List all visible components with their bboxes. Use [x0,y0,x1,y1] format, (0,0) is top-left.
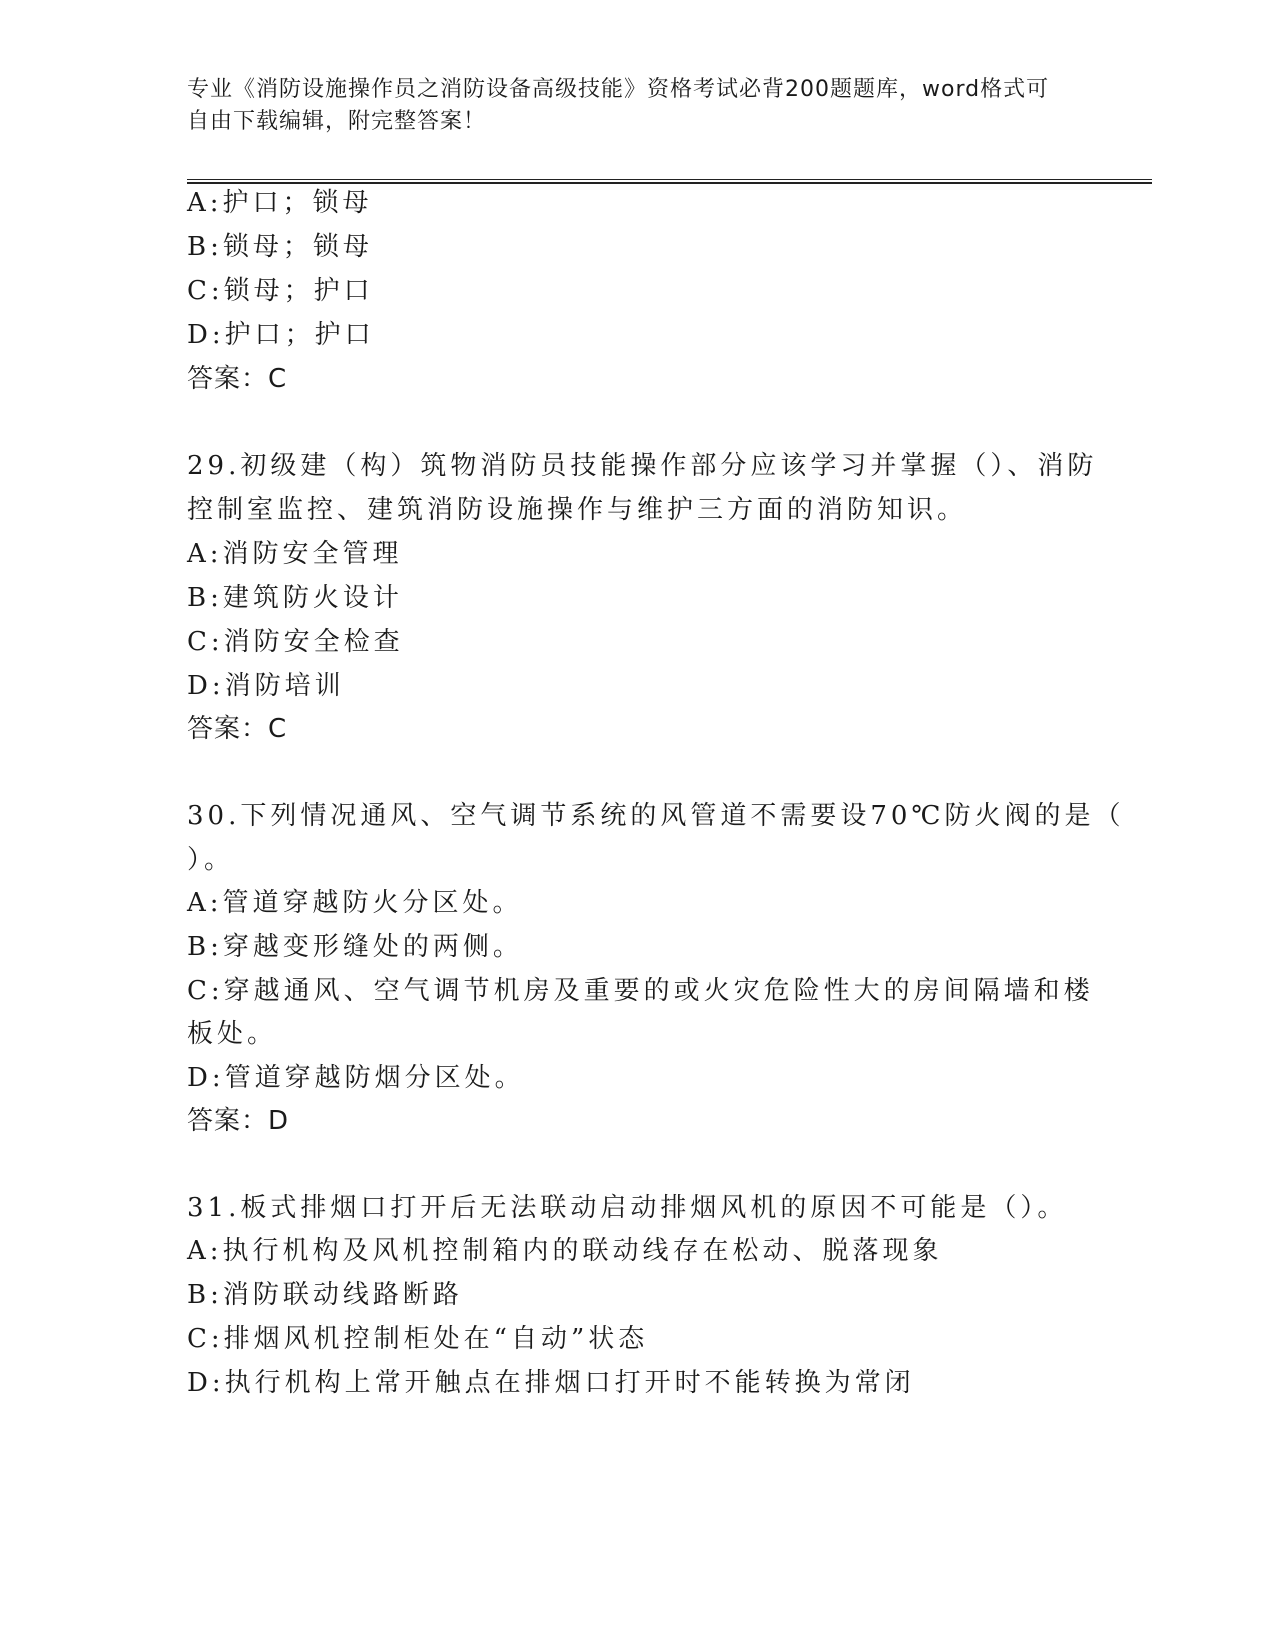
q28-option-a: A:护口；锁母 [187,188,373,218]
q28-answer: 答案：C [187,364,288,394]
header-divider-thin [187,179,1152,180]
q30-option-c-continued: 板处。 [187,1019,278,1049]
q29-stem-line-2: 控制室监控、建筑消防设施操作与维护三方面的消防知识。 [187,495,968,525]
q30-answer: 答案：D [187,1106,290,1136]
q31-option-b: B:消防联动线路断路 [187,1280,463,1310]
q29-stem-line-1: 29.初级建（构）筑物消防员技能操作部分应该学习并掌握（）、消防 [187,451,1098,481]
q28-option-d: D:护口；护口 [187,320,375,350]
q29-option-d: D:消防培训 [187,671,345,701]
q30-stem-line-1: 30.下列情况通风、空气调节系统的风管道不需要设70℃防火阀的是（ [187,801,1125,831]
q30-stem-line-2: ）。 [187,845,235,875]
q28-option-c: C:锁母；护口 [187,276,374,306]
q30-option-d: D:管道穿越防烟分区处。 [187,1063,525,1093]
q30-option-a: A:管道穿越防火分区处。 [187,888,523,918]
q30-option-b: B:穿越变形缝处的两侧。 [187,932,523,962]
q31-stem-line-1: 31.板式排烟口打开后无法联动启动排烟风机的原因不可能是（）。 [187,1193,1068,1223]
q31-option-d: D:执行机构上常开触点在排烟口打开时不能转换为常闭 [187,1368,915,1398]
q29-answer: 答案：C [187,714,288,744]
header-divider-thick [187,182,1152,184]
q29-option-a: A:消防安全管理 [187,539,403,569]
q29-option-b: B:建筑防火设计 [187,583,403,613]
q31-option-a: A:执行机构及风机控制箱内的联动线存在松动、脱落现象 [187,1236,943,1266]
document-header: 专业《消防设施操作员之消防设备高级技能》资格考试必背200题题库，word格式可自由下载编辑，附完整答案！ [187,77,1050,134]
q30-option-c: C:穿越通风、空气调节机房及重要的或火灾危险性大的房间隔墙和楼 [187,976,1094,1006]
q31-option-c: C:排烟风机控制柜处在“自动”状态 [187,1324,649,1354]
q28-option-b: B:锁母；锁母 [187,232,373,262]
q29-option-c: C:消防安全检查 [187,627,404,657]
